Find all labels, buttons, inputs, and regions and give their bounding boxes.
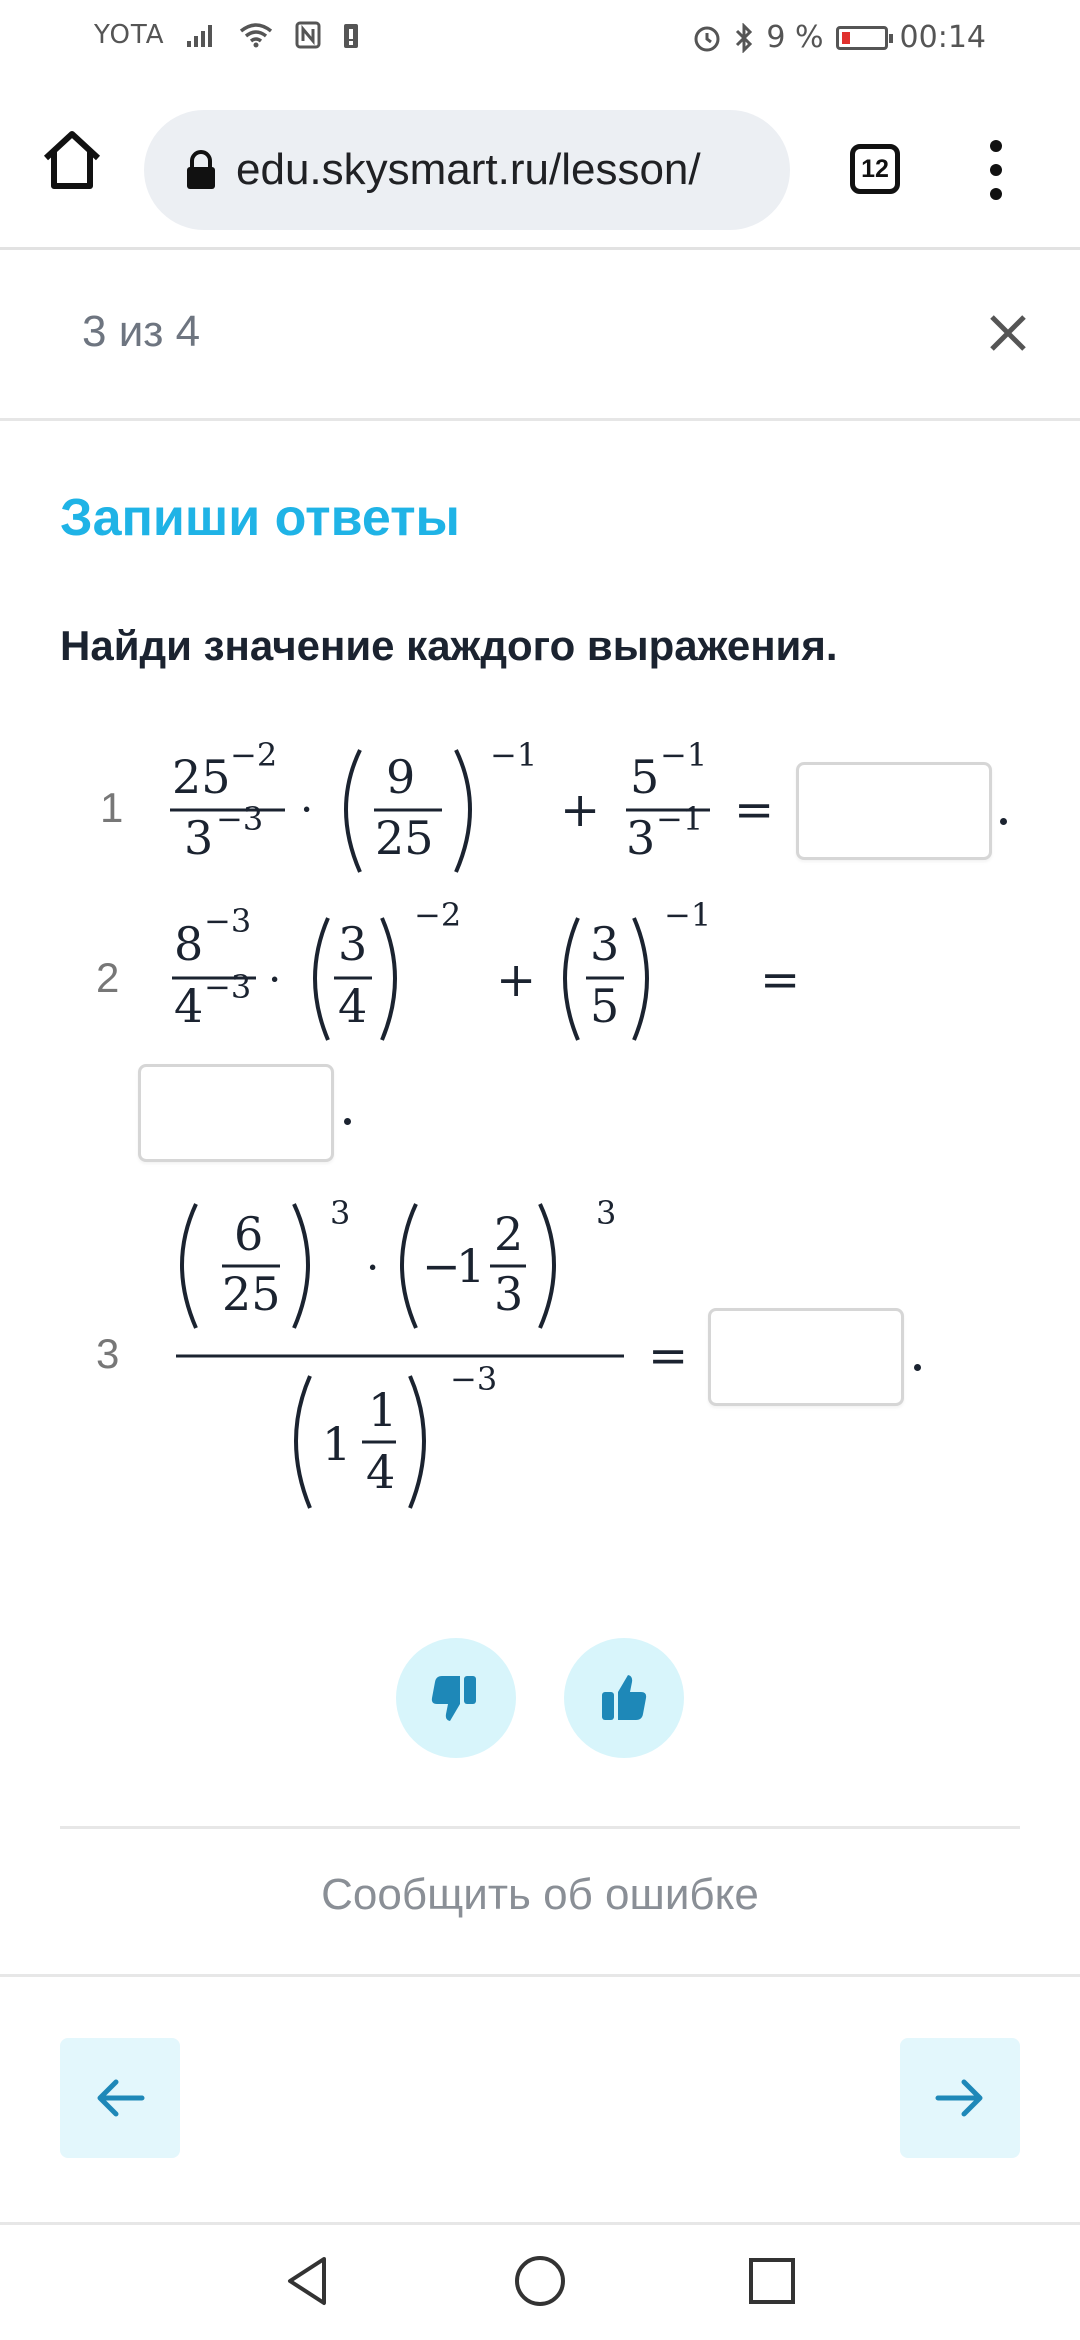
close-icon[interactable] — [986, 311, 1030, 355]
q3-top-paren2-num: 2 — [494, 1207, 524, 1261]
times-symbol: · — [268, 955, 282, 1004]
times-symbol: · — [366, 1243, 380, 1292]
task-title: Запиши ответы — [60, 489, 460, 547]
period — [344, 1118, 351, 1125]
q3-bottom-num: 1 — [368, 1383, 398, 1437]
system-navigation-bar — [0, 2222, 1080, 2340]
tab-switcher-button[interactable]: 12 — [850, 144, 900, 194]
status-left — [94, 20, 359, 50]
q2-frac1-den: 4 — [174, 979, 204, 1033]
plus-symbol: + — [496, 952, 537, 1008]
arrow-right-icon — [934, 2078, 986, 2118]
thumbs-down-icon — [428, 1670, 484, 1726]
question-2-expression — [160, 890, 810, 1060]
q3-top-paren2-sign: − — [422, 1239, 461, 1293]
q2-paren2-den: 5 — [590, 979, 620, 1033]
next-button[interactable] — [900, 2038, 1020, 2158]
recents-button[interactable] — [744, 2253, 800, 2309]
q1-frac1-den-exp: −3 — [216, 800, 264, 838]
q2-paren2-num: 3 — [590, 917, 620, 971]
q1-frac1-num: 25 — [172, 750, 231, 804]
question-1-expression — [160, 730, 810, 880]
status-right — [692, 20, 986, 55]
question-3-equals — [642, 1326, 698, 1386]
bluetooth-icon — [734, 23, 754, 53]
q1-paren-den: 25 — [375, 811, 434, 865]
url-text: edu.skysmart.ru/lesson/ — [236, 145, 701, 194]
q3-top-paren1-num: 6 — [234, 1207, 264, 1261]
q2-paren1-exp: −2 — [414, 896, 462, 934]
question-number: 2 — [96, 954, 120, 1001]
thumbs-up-icon — [596, 1670, 652, 1726]
previous-button[interactable] — [60, 2038, 180, 2158]
lock-icon — [184, 150, 218, 190]
q1-frac2-den-exp: −1 — [656, 800, 704, 838]
task-instruction: Найди значение каждого выражения. — [60, 622, 838, 669]
address-bar[interactable] — [144, 110, 790, 230]
q1-frac1-num-exp: −2 — [230, 736, 278, 774]
q2-frac1-den-exp: −3 — [204, 968, 252, 1006]
back-icon — [280, 2253, 336, 2309]
status-bar — [0, 0, 1080, 84]
q3-top-paren2-den: 3 — [494, 1267, 524, 1321]
lesson-progress: 3 из 4 — [82, 307, 201, 356]
q1-frac2-num: 5 — [630, 750, 660, 804]
answer-input-2[interactable] — [138, 1064, 334, 1162]
clock: 00:14 — [899, 20, 986, 55]
report-error-link[interactable]: Сообщить об ошибке — [321, 1870, 759, 1919]
divider — [60, 1826, 1020, 1829]
period — [914, 1364, 921, 1371]
question-number: 3 — [96, 1330, 120, 1377]
nfc-icon — [295, 21, 321, 49]
carrier-label: YOTA — [94, 20, 165, 50]
home-circle-icon — [512, 2253, 568, 2309]
q1-frac2-den: 3 — [626, 811, 656, 865]
answer-input-3[interactable] — [708, 1308, 904, 1406]
q2-paren1-den: 4 — [338, 979, 368, 1033]
q1-paren-exp: −1 — [490, 736, 538, 774]
lesson-header — [0, 255, 1080, 421]
equals-symbol: = — [760, 952, 801, 1008]
battery-icon — [836, 26, 888, 50]
more-vert-icon[interactable] — [986, 140, 1006, 200]
q3-bottom-exp: −3 — [450, 1360, 498, 1398]
answer-input-1[interactable] — [796, 762, 992, 860]
q2-frac1-num: 8 — [174, 917, 204, 971]
home-icon[interactable] — [40, 128, 104, 192]
q3-top-paren2-whole: 1 — [456, 1239, 486, 1293]
divider — [0, 1974, 1080, 1977]
q2-paren1-num: 3 — [338, 917, 368, 971]
recents-icon — [744, 2253, 800, 2309]
home-nav-button[interactable] — [512, 2253, 568, 2309]
period — [1000, 818, 1007, 825]
back-button[interactable] — [280, 2253, 336, 2309]
equals-symbol: = — [648, 1328, 689, 1384]
question-3-expression — [160, 1190, 700, 1530]
q3-bottom-whole: 1 — [322, 1417, 352, 1471]
q2-paren2-exp: −1 — [664, 896, 712, 934]
wifi-icon — [239, 22, 273, 48]
signal-icon — [187, 23, 217, 47]
q3-bottom-den: 4 — [366, 1445, 396, 1499]
browser-toolbar — [0, 100, 1080, 250]
q2-frac1-num-exp: −3 — [204, 902, 252, 940]
q3-top-paren1-den: 25 — [222, 1267, 281, 1321]
q1-frac2-num-exp: −1 — [660, 736, 708, 774]
q3-top-paren1-exp: 3 — [330, 1194, 351, 1232]
q3-top-paren2-exp: 3 — [596, 1194, 617, 1232]
plus-symbol: + — [560, 782, 601, 838]
alert-icon — [343, 21, 359, 49]
like-button[interactable] — [564, 1638, 684, 1758]
equals-symbol: = — [734, 782, 775, 838]
dislike-button[interactable] — [396, 1638, 516, 1758]
times-symbol: · — [300, 785, 314, 834]
alarm-icon — [692, 23, 722, 53]
question-number: 1 — [100, 784, 124, 831]
battery-percent: 9 % — [766, 20, 824, 55]
q1-frac1-den: 3 — [184, 811, 214, 865]
q1-paren-num: 9 — [386, 750, 416, 804]
arrow-left-icon — [94, 2078, 146, 2118]
